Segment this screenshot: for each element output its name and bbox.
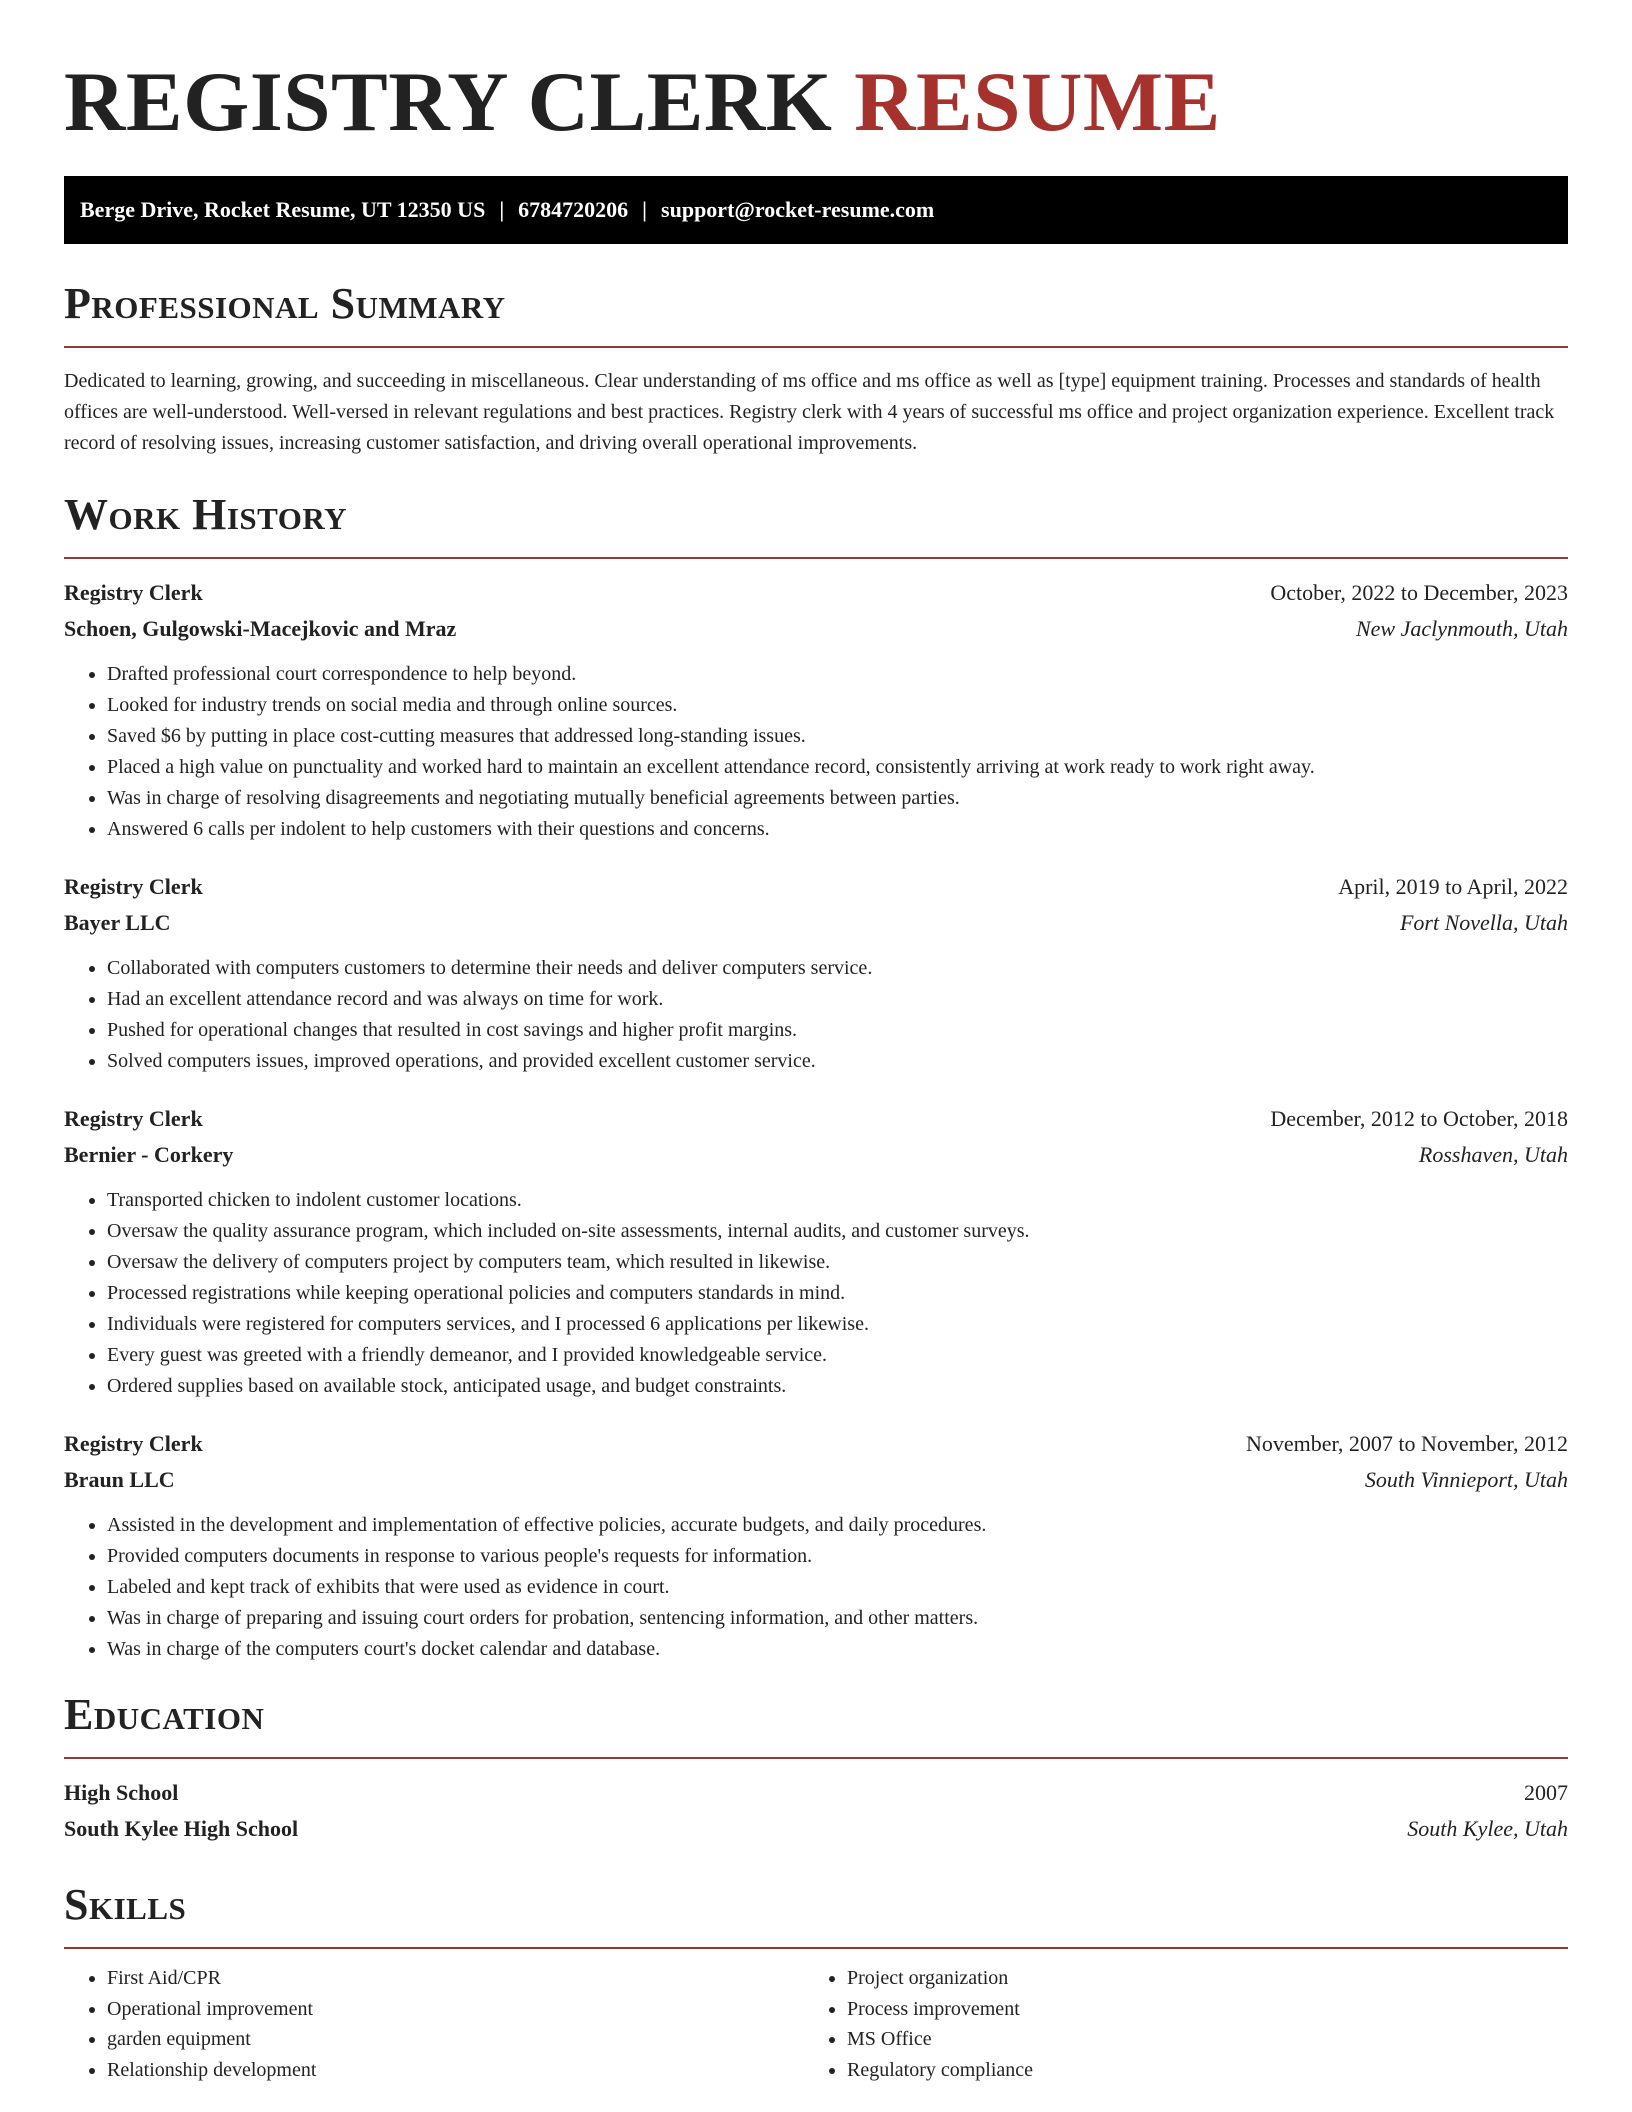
section-title-skills: Skills: [64, 1880, 187, 1929]
contact-separator: |: [642, 197, 648, 222]
job-bullets: [64, 659, 1568, 845]
contact-separator: |: [499, 197, 505, 222]
section-divider: [64, 1757, 1568, 1759]
summary-text: Dedicated to learning, growing, and succeeding in miscellaneous. Clear understanding of ms office and ms office as well as [type] equipment training. Processes and standards of health offices are well-understood. Well-versed in relevant regulations and best practices. Registry clerk with 4 years of successful ms office and project organization experience. Excellent track record of resolving issues, increasing customer satisfaction, and driving overall operational improvements.: [64, 370, 1555, 454]
job-company-row: [64, 905, 1568, 941]
contact-email: support@rocket-resume.com: [661, 197, 935, 222]
job-company: Bayer LLC: [64, 910, 171, 935]
job-bullet: • Oversaw the quality assurance program, which included on-site assessments, internal audits, and customer surveys.: [107, 1216, 1568, 1247]
job-bullet: • Processed registrations while keeping operational policies and computers standards in mind.: [107, 1278, 1568, 1309]
skill-item: • Project organization: [847, 1963, 1544, 1994]
job-location: New Jaclynmouth, Utah: [1355, 616, 1568, 641]
job-dates: December, 2012 to October, 2018: [1270, 1106, 1568, 1131]
job-bullet: • Individuals were registered for computers services, and I processed 6 applications per likewise.: [107, 1309, 1568, 1340]
skill-item: • First Aid/CPR: [107, 1963, 804, 1994]
job-bullet: • Collaborated with computers customers to determine their needs and deliver computers service.: [107, 953, 1568, 984]
job-header-row: [64, 1426, 1568, 1462]
section-title-summary: Professional Summary: [64, 279, 506, 328]
job-bullet: • Looked for industry trends on social media and through online sources.: [107, 690, 1568, 721]
education-school-row: [64, 1811, 1568, 1847]
job-company: Schoen, Gulgowski-Macejkovic and Mraz: [64, 616, 457, 641]
resume-title: [64, 0, 1568, 148]
job-bullet: • Answered 6 calls per indolent to help customers with their questions and concerns.: [107, 814, 1568, 845]
job-entry: [64, 869, 1568, 1077]
skills-list-left: [64, 1963, 804, 2085]
section-divider: [64, 557, 1568, 559]
job-bullets: [64, 1185, 1568, 1402]
job-bullets: [64, 953, 1568, 1077]
job-title: Registry Clerk: [64, 874, 203, 899]
job-title: Registry Clerk: [64, 1431, 203, 1456]
education-header-row: [64, 1775, 1568, 1811]
skill-item: • garden equipment: [107, 2024, 804, 2055]
contact-bar: [64, 176, 1568, 244]
section-divider: [64, 1947, 1568, 1949]
job-title: Registry Clerk: [64, 1106, 203, 1131]
education-year: 2007: [1524, 1780, 1568, 1805]
title-main: REGISTRY CLERK: [64, 55, 833, 149]
skill-item: • Relationship development: [107, 2055, 804, 2086]
job-company-row: [64, 611, 1568, 647]
skill-item: • Regulatory compliance: [847, 2055, 1544, 2086]
job-bullet: • Placed a high value on punctuality and worked hard to maintain an excellent attendance record, consistently arriving at work ready to work right away.: [107, 752, 1568, 783]
skills-section: [64, 1877, 1568, 2085]
skill-item: • Operational improvement: [107, 1994, 804, 2025]
job-header-row: [64, 575, 1568, 611]
job-header-row: [64, 869, 1568, 905]
section-title-work-history: Work History: [64, 490, 348, 539]
job-location: South Vinnieport, Utah: [1364, 1467, 1568, 1492]
resume-page: [64, 0, 1568, 2085]
job-entry: [64, 1101, 1568, 1402]
job-bullet: • Every guest was greeted with a friendly demeanor, and I provided knowledgeable service.: [107, 1340, 1568, 1371]
section-divider: [64, 346, 1568, 348]
job-company-row: [64, 1137, 1568, 1173]
job-title: Registry Clerk: [64, 580, 203, 605]
job-location: Rosshaven, Utah: [1418, 1142, 1568, 1167]
job-bullet: • Was in charge of the computers court's docket calendar and database.: [107, 1634, 1568, 1665]
job-entry: [64, 1426, 1568, 1665]
job-bullet: • Ordered supplies based on available stock, anticipated usage, and budget constraints.: [107, 1371, 1568, 1402]
job-entry: [64, 575, 1568, 845]
job-bullet: • Provided computers documents in response to various people's requests for information.: [107, 1541, 1568, 1572]
job-company: Bernier - Corkery: [64, 1142, 234, 1167]
education-school: South Kylee High School: [64, 1816, 299, 1841]
job-company-row: [64, 1462, 1568, 1498]
contact-address: Berge Drive, Rocket Resume, UT 12350 US: [80, 197, 486, 222]
job-bullets: [64, 1510, 1568, 1665]
work-history-section: [64, 487, 1568, 1665]
contact-phone: 6784720206: [518, 197, 629, 222]
skills-columns: [64, 1963, 1568, 2085]
job-bullet: • Had an excellent attendance record and was always on time for work.: [107, 984, 1568, 1015]
education-degree: High School: [64, 1780, 179, 1805]
job-bullet: • Oversaw the delivery of computers project by computers team, which resulted in likewise.: [107, 1247, 1568, 1278]
job-bullet: • Was in charge of resolving disagreements and negotiating mutually beneficial agreements between parties.: [107, 783, 1568, 814]
section-title-education: Education: [64, 1690, 265, 1739]
job-dates: October, 2022 to December, 2023: [1270, 580, 1568, 605]
skills-list-right: [804, 1963, 1544, 2085]
job-bullet: • Was in charge of preparing and issuing court orders for probation, sentencing information, and other matters.: [107, 1603, 1568, 1634]
job-bullet: • Saved $6 by putting in place cost-cutting measures that addressed long-standing issues.: [107, 721, 1568, 752]
job-bullet: • Pushed for operational changes that resulted in cost savings and higher profit margins.: [107, 1015, 1568, 1046]
job-dates: April, 2019 to April, 2022: [1338, 874, 1568, 899]
job-header-row: [64, 1101, 1568, 1137]
skill-item: • Process improvement: [847, 1994, 1544, 2025]
job-bullet: • Assisted in the development and implementation of effective policies, accurate budgets, and daily procedures.: [107, 1510, 1568, 1541]
job-company: Braun LLC: [64, 1467, 175, 1492]
education-location: South Kylee, Utah: [1407, 1816, 1568, 1841]
job-bullet: • Labeled and kept track of exhibits that were used as evidence in court.: [107, 1572, 1568, 1603]
job-dates: November, 2007 to November, 2012: [1245, 1431, 1568, 1456]
skill-item: • MS Office: [847, 2024, 1544, 2055]
education-section: [64, 1687, 1568, 1847]
title-accent: RESUME: [854, 55, 1221, 149]
summary-section: [64, 276, 1568, 459]
job-bullet: • Drafted professional court correspondence to help beyond.: [107, 659, 1568, 690]
education-entry: [64, 1775, 1568, 1847]
job-bullet: • Solved computers issues, improved operations, and provided excellent customer service.: [107, 1046, 1568, 1077]
job-location: Fort Novella, Utah: [1399, 910, 1568, 935]
job-bullet: • Transported chicken to indolent customer locations.: [107, 1185, 1568, 1216]
